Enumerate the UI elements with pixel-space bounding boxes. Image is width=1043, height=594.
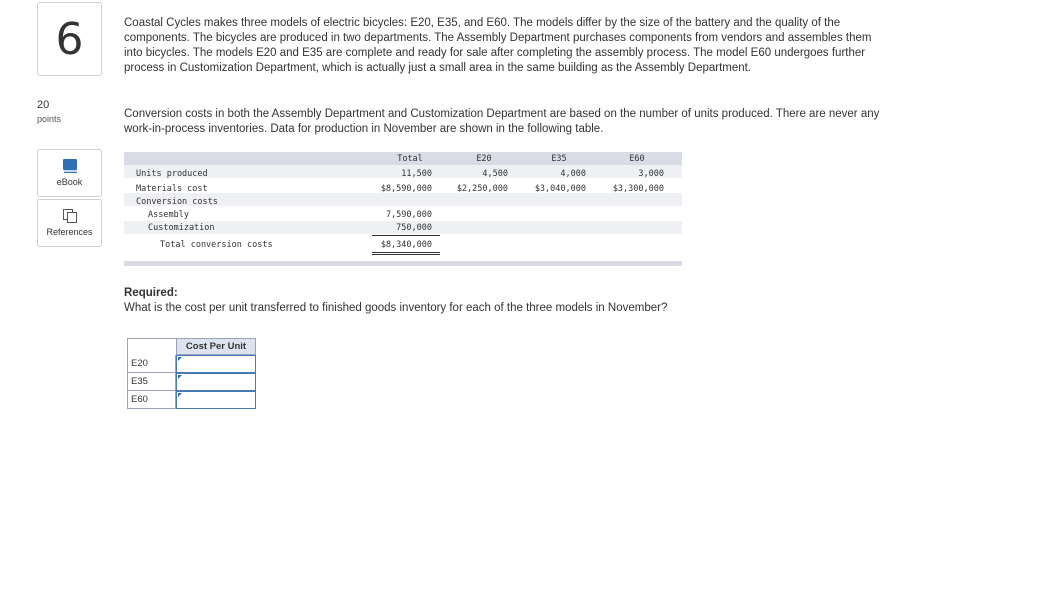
units-produced-label: Units produced	[136, 169, 208, 179]
header-total: Total	[397, 154, 423, 164]
total-conversion-total: $8,340,000	[380, 240, 432, 250]
header-e35: E35	[551, 154, 567, 164]
conversion-paragraph: Conversion costs in both the Assembly Department and Customization Department are based on the number of units produced. There are never any work-in-process inventories. Data for production in November are shown in the following table.	[124, 108, 880, 135]
header-e60: E60	[629, 154, 645, 164]
materials-total: $8,590,000	[380, 184, 432, 194]
cost-per-unit-header: Cost Per Unit	[176, 338, 256, 355]
subtotal-underline	[372, 235, 440, 236]
units-e20: 4,500	[482, 169, 508, 179]
book-icon	[63, 159, 77, 173]
row-label-e20: E20	[127, 355, 176, 373]
question-number: 6	[37, 2, 102, 76]
references-button[interactable]	[37, 199, 102, 247]
total-conversion-label: Total conversion costs	[160, 240, 273, 250]
row-label-e35: E35	[127, 373, 176, 391]
ebook-button[interactable]	[37, 149, 102, 197]
input-flag-icon	[178, 393, 182, 397]
e35-cost-input[interactable]	[176, 373, 256, 391]
points-label: points	[37, 114, 62, 124]
ebook-label: eBook	[56, 177, 83, 187]
conversion-costs-label: Conversion costs	[136, 197, 218, 207]
row-label-e60: E60	[127, 391, 176, 409]
references-label: References	[46, 227, 93, 237]
required-question: What is the cost per unit transferred to finished goods inventory for each of the three models in November?	[124, 302, 668, 314]
assembly-label: Assembly	[148, 210, 189, 220]
materials-e60: $3,300,000	[612, 184, 664, 194]
e60-cost-input[interactable]	[176, 391, 256, 409]
assembly-total: 7,590,000	[385, 210, 432, 220]
points-value: 20	[37, 99, 50, 111]
required-title: Required:	[124, 287, 178, 299]
answer-grid-corner	[127, 338, 176, 355]
production-data-table	[124, 152, 682, 266]
units-e60: 3,000	[638, 169, 664, 179]
materials-e20: $2,250,000	[456, 184, 508, 194]
materials-cost-label: Materials cost	[136, 184, 208, 194]
input-flag-icon	[178, 357, 182, 361]
intro-paragraph: Coastal Cycles makes three models of electric bicycles: E20, E35, and E60. The models differ by the size of the battery and the quality of the components. The bicycles are produced in two departments. The Assembly Department purchases components from vendors and assembles them into bicycles. The models E20 and E35 are complete and ready for sale after completing the assembly process. The model E60 undergoes further process in Customization Department, which is actually just a small area in the same building as the Assembly Department.	[124, 17, 872, 74]
units-total: 11,500	[401, 169, 432, 179]
customization-total: 750,000	[396, 223, 432, 233]
copy-documents-icon	[63, 209, 77, 223]
input-flag-icon	[178, 375, 182, 379]
units-e35: 4,000	[560, 169, 586, 179]
total-double-underline	[372, 252, 440, 255]
materials-e35: $3,040,000	[534, 184, 586, 194]
header-e20: E20	[476, 154, 492, 164]
e20-cost-input[interactable]	[176, 355, 256, 373]
table-footer-band	[124, 261, 682, 266]
customization-label: Customization	[148, 223, 215, 233]
